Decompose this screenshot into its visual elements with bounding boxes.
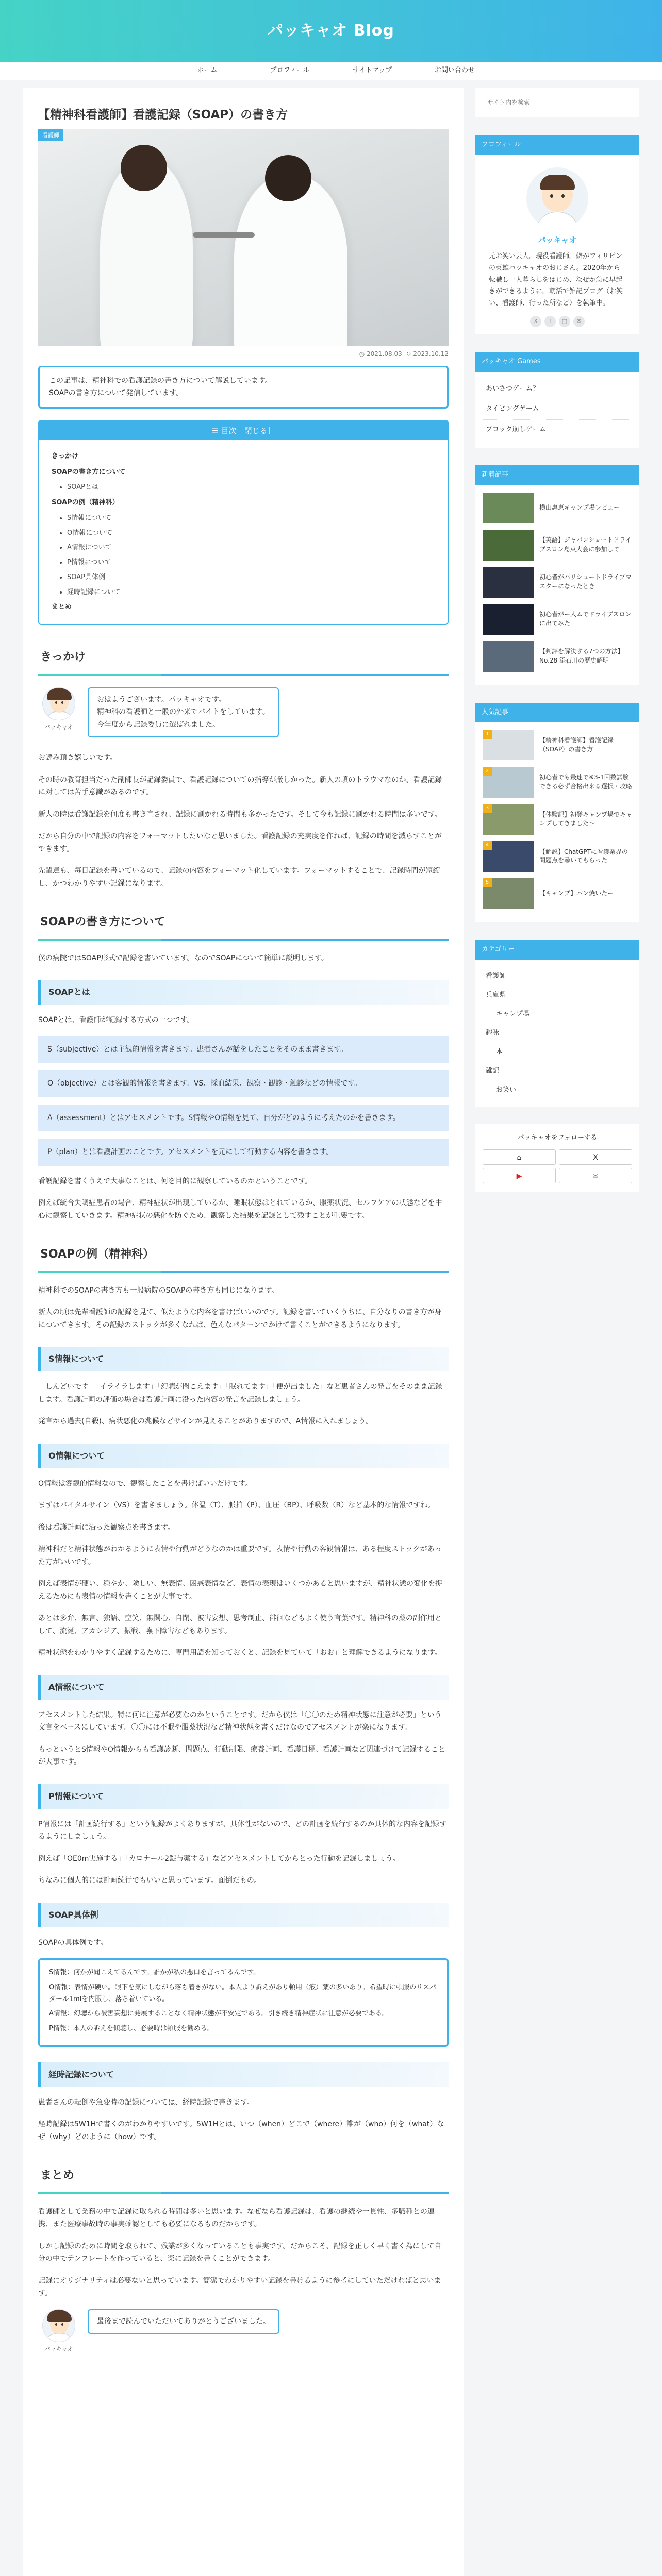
- section-heading: SOAPの書き方について: [38, 907, 449, 941]
- category-link[interactable]: 雑記: [486, 1066, 500, 1075]
- article-item[interactable]: [483, 841, 632, 872]
- category-link[interactable]: 看護師: [486, 972, 506, 980]
- paragraph: 記録にオリジナリティは必要ないと思っています。簡潔でわかりやすい記録を書けるように参考にしていただければと思います。: [38, 2276, 441, 2298]
- article-title[interactable]: 初心者がー人ムでドライブスロンに出てみた: [539, 611, 632, 627]
- paragraph: 精神科だと精神状態がわかるように表情や行動がどうなのかは重要です。表情や行動の客観情報は、ある程度ストックがあった方がいいです。: [38, 1545, 442, 1566]
- nav-sitemap[interactable]: サイトマップ: [352, 66, 392, 75]
- toc-subitem[interactable]: • SOAPとは: [67, 480, 435, 495]
- popular-posts-widget: [475, 703, 639, 923]
- widget-title: プロフィール: [475, 135, 639, 155]
- article-thumbnail[interactable]: [483, 767, 534, 798]
- toc-sublist: [52, 511, 435, 600]
- info-box: S（subjective）とは主観的情報を書きます。患者さんが話をしたことをそのまま書きます。: [38, 1036, 449, 1063]
- article-item[interactable]: [483, 804, 632, 835]
- paragraph: だから自分の中で記録の内容をフォーマットしたいなと思いました。看護記録の充実度を作れば、記録の時間を減らすことができます。: [38, 832, 442, 853]
- article-title[interactable]: 【キャンプ】パン焼いたー: [539, 889, 614, 897]
- toc-list: [39, 440, 448, 624]
- paragraph: P情報には「計画続行する」という記録がよくありますが、具体性がないので、どの計画を続行するのか具体的な内容を記録するようにしましょう。: [38, 1820, 447, 1841]
- sub-heading: 経時記録について: [38, 2062, 449, 2087]
- profile-avatar-icon: [526, 167, 588, 229]
- search-widget: [475, 88, 639, 117]
- list-icon: ☰: [211, 426, 221, 435]
- paragraph: 後は看護計画に沿った観察点を書きます。: [38, 1523, 175, 1532]
- article-item[interactable]: [483, 604, 632, 635]
- article-title[interactable]: 【英語】ジャパンショートドライブスロン島東大会に参加して: [539, 536, 632, 553]
- article-thumbnail[interactable]: [483, 804, 534, 835]
- site-title[interactable]: パッキャオ Blog: [268, 21, 394, 40]
- article-item[interactable]: [483, 567, 632, 598]
- article-title[interactable]: 横山惠恵キャンプ場レビュー: [539, 503, 620, 511]
- toc-subitem[interactable]: • A情報について: [67, 540, 435, 555]
- table-of-contents: [38, 420, 449, 625]
- rank-badge: 1: [483, 730, 492, 739]
- article-item[interactable]: [483, 878, 632, 909]
- balloon-text: おはようございます。パッキャオです。 精神科の看護師と一般の外来でバイトをしています。 今年度から記録委員に選ばれました。: [88, 687, 279, 738]
- site-header: [0, 0, 662, 62]
- profile-widget: [475, 135, 639, 334]
- toc-subitem[interactable]: • P情報について: [67, 555, 435, 570]
- category-link[interactable]: 兵庫県: [486, 991, 506, 999]
- toc-item[interactable]: きっかけ: [52, 452, 79, 460]
- avatar: [38, 2309, 79, 2354]
- info-box: A（assessment）とはアセスメントです。S情報やO情報を見て、自分がどのように考えたのかを書きます。: [38, 1105, 449, 1132]
- article-thumbnail[interactable]: [483, 641, 534, 672]
- published-icon: ◷: [359, 350, 365, 358]
- paragraph: ちなみに個人的には計画続行でもいいと思っています。面倒だもの。: [38, 1876, 261, 1885]
- info-box: O（objective）とは客観的情報を書きます。VS、採血結果、観察・観診・触診などの情報です。: [38, 1070, 449, 1097]
- intro-line: SOAPの書き方について発信しています。: [49, 389, 184, 397]
- article-title[interactable]: 【解説】ChatGPTに看護業界の問題点を尋いてもらった: [539, 848, 628, 865]
- sub-heading: SOAP具体例: [38, 1903, 449, 1927]
- speech-balloon: [38, 2309, 449, 2354]
- article-title[interactable]: 初心者でも最速で※3-1回数試験できる必ず合格出来る選択・攻略: [539, 773, 633, 790]
- paragraph: 看護記録を書くうえで大事なことは、何を目的に観察しているのかということです。: [38, 1177, 312, 1185]
- category-link[interactable]: 趣味: [486, 1029, 500, 1037]
- rank-badge: 2: [483, 767, 492, 776]
- category-link[interactable]: お笑い: [496, 1086, 517, 1094]
- game-link[interactable]: ブロック崩しゲーム: [483, 420, 632, 440]
- widget-title: 新着記事: [475, 465, 639, 485]
- soap-example-box: S情報：何かが聞こえてるんです。誰かが私の悪口を言ってるんです。 O情報：表情が硬い。眼下を気にしながら落ち着きがない。本人より訴えがあり頓用（液）薬の多いあり。希望時に頓服のリスパダール1mlを内服し、落ち着いている。 A情報：幻聴から被害妄想に発展することなく精神状態が不安定である。引き続き精神症状に注意が必要である。 P情報：本人の訴えを傾聴し、必要時は頓服を勧める。: [38, 1958, 449, 2047]
- article-item[interactable]: [483, 641, 632, 672]
- paragraph: あとは多弁、無言、独語、空笑、無関心、自閉、被害妄想、思考制止、徘徊などもよく使う言葉です。精神科の薬の副作用として、流涎、アカシジア、振戦、嚥下障害などもあります。: [38, 1614, 442, 1635]
- section-heading: SOAPの例（精神科）: [38, 1240, 449, 1273]
- search-input[interactable]: [482, 94, 633, 111]
- sub-heading: P情報について: [38, 1784, 449, 1809]
- article-title[interactable]: 【体験記】初登キャンプ場でキャンプしてきました〜: [539, 810, 633, 827]
- paragraph: 例えば統合失調症患者の場合、精神症状が出現しているか、睡眠状態はとれているか、服薬状況、セルフケアの状態などを中心に観察していきます。精神症状の悪化を防ぐため、観察した結果を記録として残すことが重要です。: [38, 1199, 442, 1220]
- eyecatch-image: [38, 129, 449, 346]
- facebook-icon[interactable]: f: [544, 316, 556, 327]
- article-thumbnail[interactable]: [483, 841, 534, 872]
- category-widget: [475, 940, 639, 1107]
- paragraph: 先輩達も、毎日記録を書いているので、記録の内容をフォーマット化しています。フォーマットすることで、記録時間が短縮し、かつわかりやすい記録になります。: [38, 867, 440, 888]
- post-title: 【精神科看護師】看護記録（SOAP）の書き方: [38, 108, 288, 122]
- new-posts-widget: [475, 465, 639, 685]
- profile-follow-icons: [483, 316, 632, 327]
- youtube-icon[interactable]: ▶: [483, 1168, 556, 1183]
- x-icon[interactable]: X: [559, 1149, 632, 1165]
- feedly-icon[interactable]: ✉: [559, 1168, 632, 1183]
- section-heading: きっかけ: [38, 642, 449, 676]
- speech-balloon: [38, 687, 449, 738]
- global-nav: [0, 62, 662, 80]
- nav-profile[interactable]: プロフィール: [270, 66, 310, 75]
- toc-item[interactable]: SOAPの書き方について: [52, 468, 126, 476]
- article-thumbnail[interactable]: [483, 567, 534, 598]
- category-label[interactable]: 看護師: [38, 129, 63, 141]
- paragraph: SOAPの具体例です。: [38, 1938, 108, 1947]
- paragraph: しかし記録のために時間を取られて、残業が多くなっていることも事実です。だからこそ、記録を正しく早く書く為にして自分の中でテンプレートを作っていると、楽に記録を書くことができます。: [38, 2242, 442, 2263]
- paragraph: 精神状態をわかりやすく記録するために、専門用語を知っておくと、記録を見ていて「おお」と理解できるようになります。: [38, 1649, 442, 1657]
- paragraph: 例えば「OE0m実施する」「カロナール2錠与薬する」などアセスメントしてからとった行動を記録しましょう。: [38, 1854, 400, 1863]
- paragraph: 精神科でのSOAPの書き方も一般病院のSOAPの書き方も同じになります。: [38, 1286, 279, 1295]
- paragraph: お読み頂き嬉しいです。: [38, 754, 117, 762]
- instagram-icon[interactable]: □: [559, 316, 570, 327]
- post-dates: [38, 349, 449, 360]
- x-icon[interactable]: X: [530, 316, 541, 327]
- sidebar: [475, 88, 639, 2576]
- toc-sublist: [52, 480, 435, 495]
- follow-title: パッキャオをフォローする: [517, 1134, 598, 1142]
- mail-icon[interactable]: ✉: [573, 316, 585, 327]
- updated-date: 2023.10.12: [413, 350, 449, 358]
- game-link[interactable]: タイピングゲーム: [483, 399, 632, 420]
- category-link[interactable]: 本: [496, 1048, 503, 1056]
- toc-subitem[interactable]: • S情報について: [67, 511, 435, 526]
- paragraph: 新人の頃は先輩看護師の記録を見て、似たような内容を書けばいいのです。記録を書いていくうちに、自分なりの書き方が身についてきます。その記録のストックが多くなれば、色んなパターンでかけて書くことができるようになります。: [38, 1308, 442, 1329]
- article-thumbnail[interactable]: [483, 604, 534, 635]
- updated-icon: ↻: [406, 350, 411, 358]
- rank-badge: 4: [483, 841, 492, 850]
- article-thumbnail[interactable]: [483, 730, 534, 760]
- paragraph: 経時記録は5W1Hで書くのがわかりやすいです。5W1Hとは、いつ（when）どこで（where）誰が（who）何を（what）なぜ（why）どのように（how）です。: [38, 2120, 444, 2141]
- toc-item[interactable]: SOAPの例（精神科）: [52, 499, 119, 506]
- intro-line: この記事は、精神科での看護記録の書き方について解説しています。: [49, 376, 272, 385]
- home-icon[interactable]: ⌂: [483, 1149, 556, 1165]
- sub-heading: S情報について: [38, 1347, 449, 1371]
- widget-title: パッキャオ Games: [475, 352, 639, 372]
- paragraph: O情報は客観的情報なので、観察したことを書けばいいだけです。: [38, 1479, 253, 1488]
- paragraph: 例えば表情が硬い、穏やか、険しい、無表情、困惑表情など、表情の表現はいくつかあると思いますが、精神状態の変化を捉えるためにも表情の情報を書くことが大事です。: [38, 1580, 442, 1601]
- nurse-avatar-icon: [42, 2309, 75, 2342]
- published-date: 2021.08.03: [367, 350, 402, 358]
- sub-heading: A情報について: [38, 1675, 449, 1700]
- paragraph: SOAPとは、看護師が記録する方式の一つです。: [38, 1016, 194, 1024]
- paragraph: 「しんどいです」「イライラします」「幻聴が聞こえます」「眠れてます」「便が出ました」など患者さんの発言をそのまま記録します。看護計画の評価の場合は看護計画に沿った内容の発言を記録しましょう。: [38, 1383, 442, 1404]
- article-thumbnail[interactable]: [483, 530, 534, 561]
- paragraph: 発言から過去(自殺)、病状悪化の兆候などサインが見えることがありますので、A情報に入れましょう。: [38, 1417, 373, 1426]
- article-item[interactable]: [483, 530, 632, 561]
- rank-badge: 5: [483, 878, 492, 887]
- balloon-text: 最後まで読んでいただいてありがとうございました。: [88, 2309, 279, 2334]
- paragraph: アセスメントした結果。特に何に注意が必要なのかということです。だから僕は「〇〇のため精神状態に注意が必要」という文言をベースにしています。〇〇には不眠や服薬状況など精神状態を書くだけなのでアセスメントが楽になります。: [38, 1710, 442, 1732]
- profile-description: 元お笑い芸人。現役看護師。僻がフィリピンの英雄パッキャオのおじさん。2020年から転職し一人暮らしをはじめ、なぜか急に早起きができるように。朝活で雑記ブログ（お笑い、看護師、行った所など）を執筆中。: [489, 252, 623, 307]
- intro-box: [38, 366, 449, 409]
- paragraph: その時の教育担当だった副師長が記録委員で、看護記録についての指導が厳しかった。新人の頃のトラウマなのか、看護記録に対しては苦手意識があるのです。: [38, 775, 442, 796]
- article-thumbnail[interactable]: [483, 493, 534, 523]
- main-article: [23, 88, 464, 2576]
- article-item[interactable]: [483, 767, 632, 798]
- article-item[interactable]: [483, 493, 632, 523]
- article-title[interactable]: 【精神科看護師】看護記録（SOAP）の書き方: [539, 736, 614, 753]
- toc-item[interactable]: まとめ: [52, 603, 72, 612]
- paragraph: 僕の病院ではSOAP形式で記録を書いています。なのでSOAPについて簡単に説明します。: [38, 954, 328, 962]
- avatar: [38, 687, 79, 732]
- toc-title[interactable]: ☰ 目次［閉じる］: [39, 421, 448, 440]
- article-item[interactable]: [483, 730, 632, 760]
- speaker-name: パッキャオ: [44, 723, 73, 731]
- paragraph: 患者さんの転倒や急変時の記録については、経時記録で書きます。: [38, 2098, 254, 2107]
- paragraph: まずはバイタルサイン（VS）を書きましょう。体温（T）、脈拍（P）、血圧（BP）、呼吸数（R）など基本的な情報ですね。: [38, 1501, 435, 1510]
- game-link[interactable]: あいさつゲーム？: [483, 379, 632, 400]
- toc-subitem[interactable]: • O情報について: [67, 526, 435, 541]
- sub-heading: SOAPとは: [38, 980, 449, 1005]
- widget-title: カテゴリー: [475, 940, 639, 960]
- paragraph: 看護師として業務の中で記録に取られる時間は多いと思います。なぜなら看護記録は、看護の継続や一貫性、多職種との連携、また医療事故時の事実確認としても必要になるものだからです。: [38, 2207, 435, 2229]
- nav-home[interactable]: ホーム: [197, 66, 218, 75]
- speaker-name: パッキャオ: [44, 2345, 73, 2352]
- widget-title: 人気記事: [475, 703, 639, 723]
- article-thumbnail[interactable]: [483, 878, 534, 909]
- article-title[interactable]: 【判評を解決する7つの方法】No.28 添石川の歴史解明: [539, 648, 624, 664]
- nurse-avatar-icon: [42, 687, 75, 720]
- paragraph: 新人の時は看護記録を何度も書き直され、記録に割かれる時間も多かったです。そして今も記録に割かれる時間は多いです。: [38, 810, 442, 819]
- paragraph: もっというとS情報やO情報からも看護診断、問題点、行動制限、療養計画、看護目標、看護計画など関連づけて記録することが大事です。: [38, 1745, 445, 1766]
- follow-widget: [475, 1124, 639, 1192]
- article-title[interactable]: 初心者がバリシュートドライブマスターになったとき: [539, 573, 632, 590]
- nav-contact[interactable]: お問い合わせ: [434, 66, 475, 75]
- rank-badge: 3: [483, 804, 492, 813]
- sub-heading: O情報について: [38, 1444, 449, 1468]
- info-box: P（plan）とは看護計画のことです。アセスメントを元にして行動する内容を書きます。: [38, 1139, 449, 1166]
- toc-subitem[interactable]: • SOAP具体例: [67, 570, 435, 585]
- profile-name: パッキャオ: [538, 235, 577, 245]
- games-widget: [475, 352, 639, 448]
- section-heading: まとめ: [38, 2161, 449, 2194]
- category-link[interactable]: キャンプ場: [496, 1010, 530, 1018]
- toc-subitem[interactable]: • 経時記録について: [67, 585, 435, 600]
